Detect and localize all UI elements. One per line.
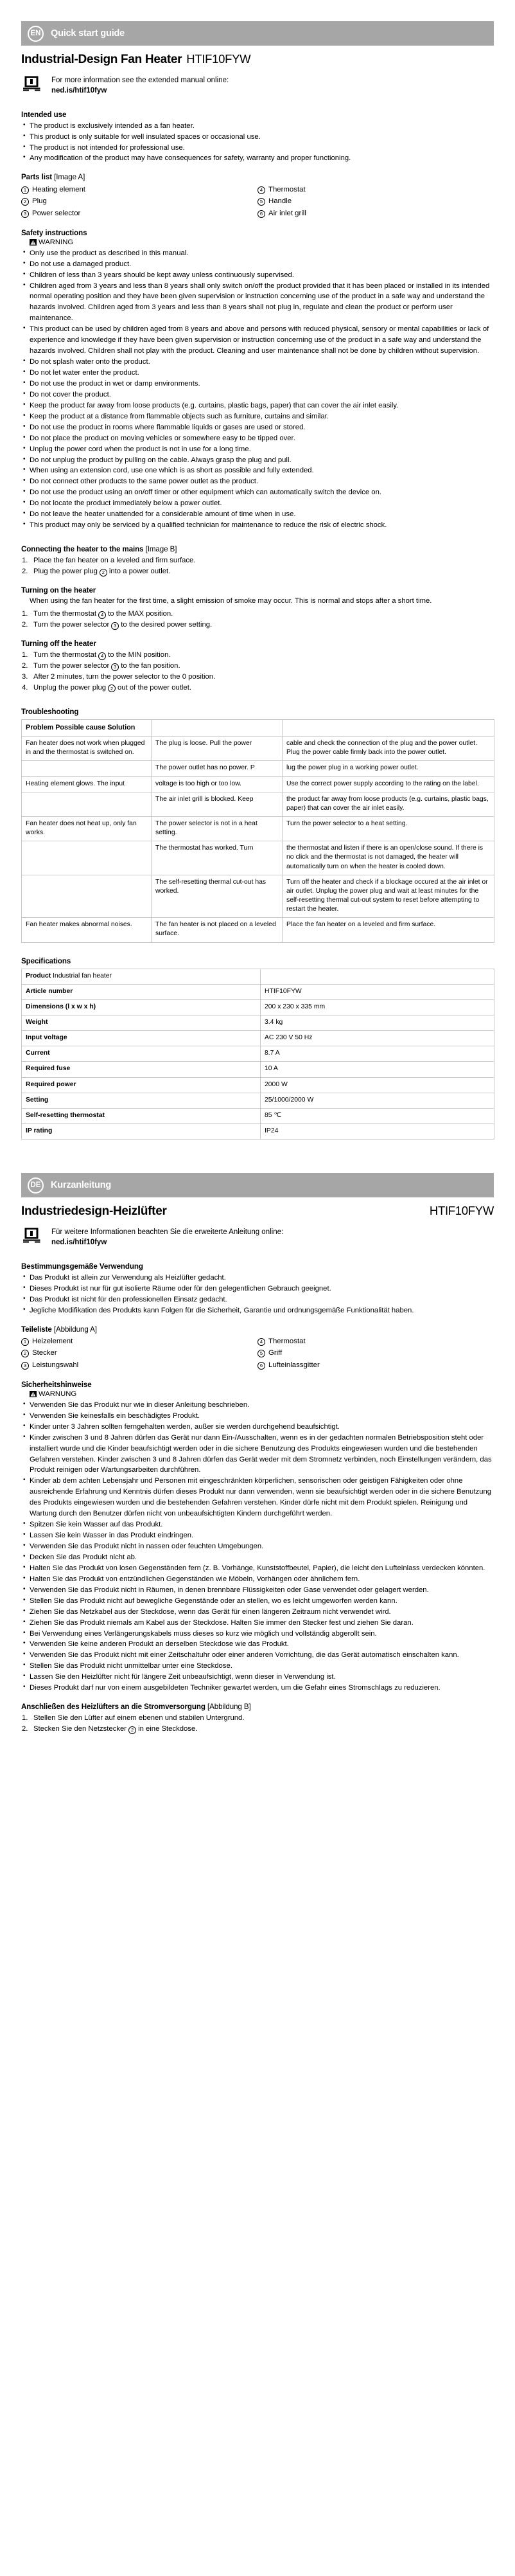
list-item: Place the fan heater on a leveled and firm surface. — [33, 557, 196, 565]
steps-connecting-en — [21, 555, 494, 577]
table-row — [22, 984, 494, 999]
problem-cell: Fan heater does not work when plugged in and the thermostat is switched on. — [22, 737, 152, 761]
heading-specifications-en: Specifications — [21, 956, 71, 965]
spec-label: Weight — [22, 1015, 261, 1031]
parts-list-grid-de — [21, 1336, 494, 1372]
list-item: • Do not let water enter the product. — [21, 368, 494, 379]
heading-connecting-mains-de — [21, 1703, 494, 1711]
language-banner-en — [21, 21, 494, 46]
problem-cell — [22, 875, 152, 918]
part-number-icon: 4 — [258, 186, 265, 194]
table-row — [22, 1108, 494, 1123]
heading-intended-use-de: Bestimmungsgemäße Verwendung — [21, 1262, 143, 1271]
cause-cell: The self-resetting thermal cut-out has worked. — [152, 875, 283, 918]
list-item: • This product may only be serviced by a qualified technician for maintenance to reduce the risk of electric shock. — [21, 520, 494, 531]
spec-value: IP24 — [261, 1124, 494, 1140]
warning-triangle-icon — [30, 239, 37, 246]
warning-label-en: WARNING — [39, 238, 74, 246]
parts-list-grid-en — [21, 184, 494, 219]
part-label: Plug — [32, 197, 47, 206]
list-item — [21, 683, 494, 693]
list-item: • Do not use the product in wet or damp environments. — [21, 379, 494, 389]
list-safety-en — [21, 248, 494, 531]
part-label: Air inlet grill — [268, 209, 306, 217]
list-item: • Kinder ab dem achten Lebensjahr und Personen mit eingeschränkten körperlichen, sensorischen oder geistigen Fähigkeiten oder ohne ausreichende Erfahrung und Kenntnis dürfen dieses Produkt nur dann verwenden, wenn sie beaufsichtigt werden oder in die sichere Benutzung des Produkts eingewiesen wurden und die bestehenden Gefahren verstehen. Kinder dürfe nicht mit dem Produkt spielen. Reinigung und Wartung durch den Benutzer dürfen nicht von unbeaufsichtigten Kindern durchgeführt werden. — [21, 1476, 494, 1519]
spec-label: Input voltage — [22, 1031, 261, 1046]
list-item: • Bei Verwendung eines Verlängerungskabels muss dieses so kurz wie möglich und vollständig abgerollt sein. — [21, 1629, 494, 1640]
cause-cell: The power outlet has no power. P — [152, 761, 283, 776]
spec-label: Required fuse — [22, 1062, 261, 1077]
table-row — [22, 792, 494, 816]
part-item-4-de — [258, 1336, 494, 1348]
part-label: Stecker — [32, 1349, 57, 1357]
troubleshooting-table-en — [21, 719, 494, 943]
list-item: • Lassen Sie den Heizlüfter nicht für längere Zeit unbeaufsichtigt, wenn dieser in Verwendung ist. — [21, 1672, 494, 1683]
part-number-icon: 2 — [108, 684, 116, 692]
list-item: • Verwenden Sie das Produkt nicht in nassen oder feuchten Umgebungen. — [21, 1541, 494, 1552]
heading-troubleshooting-en: Troubleshooting — [21, 707, 79, 716]
table-row — [22, 918, 494, 942]
list-item: • Any modification of the product may have consequences for safety, warranty and proper functioning. — [21, 153, 494, 164]
guide-type-title-en: Quick start guide — [51, 28, 125, 39]
table-row — [22, 1062, 494, 1077]
part-item-5-de — [258, 1348, 494, 1359]
product-name-de: Industriedesign-Heizlüfter — [21, 1204, 167, 1219]
warning-banner-en — [30, 238, 494, 246]
spec-label: Dimensions (l x w x h) — [22, 999, 261, 1015]
manual-page — [0, 21, 515, 1744]
list-item: • Decken Sie das Produkt nicht ab. — [21, 1552, 494, 1563]
list-item: After 2 minutes, turn the power selector to the 0 position. — [33, 672, 216, 681]
step-text-pre: Plug the power plug — [33, 568, 98, 576]
part-label: Heating element — [32, 185, 85, 193]
list-safety-de — [21, 1400, 494, 1694]
spec-value: 8.7 A — [261, 1046, 494, 1062]
specifications-table-en — [21, 969, 494, 1140]
part-item-1-de — [21, 1336, 258, 1348]
part-label: Thermostat — [268, 185, 306, 193]
manual-line-de: Für weitere Informationen beachten Sie die erweiterte Anleitung online: — [51, 1228, 284, 1237]
solution-cell: Use the correct power supply according to the rating on the label. — [283, 776, 494, 792]
list-item: • Verwenden Sie das Produkt nicht mit einer Zeitschaltuhr oder einer anderen Vorrichtung, die das Gerät automatisch einschalten kann. — [21, 1650, 494, 1661]
table-row — [22, 1124, 494, 1140]
part-number-icon: 6 — [258, 210, 265, 218]
list-item: • Kinder zwischen 3 und 8 Jahren dürfen das Gerät nur dann Ein-/Ausschalten, wenn es in der gedachten normalen Betriebsposition steht oder installiert wurde und die Kinder beaufsichtigt werden oder in die sichere Benutzung des Produkts eingewiesen wurden und die bestehenden Gefahren verstehen. Kinder zwischen 3 und 8 Jahren dürfen das Gerät weder mit dem Stromnetz verbinden, noch Einstellungen verändern, das Produkt reinigen oder Wartungsarbeiten durchführen. — [21, 1433, 494, 1476]
list-item: • Dieses Produkt ist nur für gut isolierte Räume oder für den gelegentlichen Gebrauch geeignet. — [21, 1284, 494, 1294]
list-item: • Verwenden Sie das Produkt nicht in Räumen, in denen brennbare Flüssigkeiten oder Gase verwendet oder gelagert werden. — [21, 1585, 494, 1596]
table-row — [22, 776, 494, 792]
spec-value: 200 x 230 x 335 mm — [261, 999, 494, 1015]
heading-turning-on-en: Turning on the heater — [21, 586, 96, 595]
warning-label-de: WARNUNG — [39, 1390, 77, 1398]
online-manual-block-en — [23, 75, 494, 96]
list-item: • Do not cover the product. — [21, 389, 494, 400]
steps-turning-off-en — [21, 650, 494, 693]
list-item: • Do not locate the product immediately below a power outlet. — [21, 498, 494, 509]
list-item: • The product is exclusively intended as a fan heater. — [21, 121, 494, 132]
manual-url-de[interactable]: ned.is/htif10fyw — [51, 1239, 107, 1247]
part-label: Thermostat — [268, 1337, 306, 1346]
heading-parts-list-en — [21, 173, 494, 181]
solution-cell: the thermostat and listen if there is an open/close sound. If there is no click and the thermostat is not damaged, the heater will automatically turn on when the heater is cooled down. — [283, 841, 494, 875]
step-text-post: to the MAX position. — [108, 609, 173, 618]
parts-list-label-en: Parts list — [21, 173, 52, 182]
list-item: • Das Produkt ist nicht für den professionellen Einsatz gedacht. — [21, 1294, 494, 1305]
part-number-icon: 2 — [100, 569, 107, 577]
warning-triangle-icon — [30, 1391, 37, 1397]
step-text-pre: Turn the thermostat — [33, 650, 97, 659]
list-item: • Dieses Produkt darf nur von einem ausgebildeten Techniker gewartet werden, um die Gefahr eines Stromschlags zu reduzieren. — [21, 1683, 494, 1694]
spec-value: 25/1000/2000 W — [261, 1093, 494, 1108]
list-item: • Do not use the product in rooms where flammable liquids or gases are used or stored. — [21, 422, 494, 433]
spec-value: 85 ℃ — [261, 1108, 494, 1123]
problem-cell — [22, 761, 152, 776]
language-code-en: EN — [28, 26, 44, 42]
part-number-icon: 1 — [21, 1338, 29, 1346]
problem-cell: Fan heater makes abnormal noises. — [22, 918, 152, 942]
list-item: • Keep the product at a distance from flammable objects such as furniture, curtains and similar. — [21, 411, 494, 422]
list-item: • Only use the product as described in this manual. — [21, 248, 494, 259]
part-item-3-en — [21, 208, 258, 219]
turning-on-note-en: When using the fan heater for the first time, a slight emission of smoke may occur. This is normal and stops after a short time. — [30, 596, 432, 605]
part-item-4-en — [258, 184, 494, 195]
connecting-label-en: Connecting the heater to the mains — [21, 545, 144, 554]
list-intended-use-en — [21, 121, 494, 165]
table-row — [22, 1031, 494, 1046]
spec-value: HTIF10FYW — [261, 984, 494, 999]
step-text-post: in eine Steckdose. — [138, 1725, 198, 1733]
step-text-pre: Stecken Sie den Netzstecker — [33, 1725, 127, 1733]
problem-cell — [22, 841, 152, 875]
problem-cell: Fan heater does not heat up, only fan works. — [22, 817, 152, 841]
table-row — [22, 841, 494, 875]
step-text-pre: Turn the power selector — [33, 620, 110, 629]
list-item: • Do not unplug the product by pulling on the cable. Always grasp the plug and pull. — [21, 455, 494, 466]
laptop-manual-icon — [23, 1228, 40, 1243]
spec-label — [22, 969, 261, 984]
cause-cell: The air inlet grill is blocked. Keep — [152, 792, 283, 816]
list-item: • Do not place the product on moving vehicles or somewhere easy to be tipped over. — [21, 433, 494, 444]
table-header-cell: Problem Possible cause Solution — [22, 719, 152, 737]
list-item: • Children aged from 3 years and less than 8 years shall only switch on/off the product provided that it has been placed or installed in its intended normal operating position and they have been given supervision or instruction concerning use of the product in a safe way and understand the hazards involved. Children aged from 3 years and less than 8 years shall not plug in, regulate and clean the product or perform user maintenance. — [21, 281, 494, 325]
solution-cell: Place the fan heater on a leveled and firm surface. — [283, 918, 494, 942]
cause-cell: voltage is too high or too low. — [152, 776, 283, 792]
list-item: • Stellen Sie das Produkt nicht auf bewegliche Gegenstände oder an stellen, wo es leicht umgeworfen werden kann. — [21, 1596, 494, 1607]
table-row — [22, 1077, 494, 1093]
spec-value: 3.4 kg — [261, 1015, 494, 1031]
part-number-icon: 4 — [98, 611, 106, 619]
list-item: • This product is only suitable for well insulated spaces or occasional use. — [21, 132, 494, 143]
connecting-image-ref-de: [Abbildung B] — [207, 1703, 251, 1712]
page-title-en — [21, 52, 494, 67]
cause-cell: The thermostat has worked. Turn — [152, 841, 283, 875]
table-row — [22, 1015, 494, 1031]
manual-url-en[interactable]: ned.is/htif10fyw — [51, 87, 107, 95]
table-row — [22, 969, 494, 984]
list-item — [21, 661, 494, 672]
part-number-icon: 4 — [258, 1338, 265, 1346]
steps-connecting-de — [21, 1713, 494, 1735]
product-model-de: HTIF10FYW — [429, 1204, 494, 1218]
table-row — [22, 737, 494, 761]
warning-banner-de — [30, 1390, 494, 1398]
step-text-pre: Turn the power selector — [33, 661, 110, 670]
spec-value: AC 230 V 50 Hz — [261, 1031, 494, 1046]
spec-label: IP rating — [22, 1124, 261, 1140]
part-number-icon: 2 — [21, 1350, 29, 1357]
product-model-en: HTIF10FYW — [186, 52, 251, 66]
list-item: • The product is not intended for professional use. — [21, 143, 494, 154]
step-text-post: out of the power outlet. — [118, 683, 191, 692]
part-number-icon: 5 — [258, 1350, 265, 1357]
list-item: • Do not leave the heater unattended for a considerable amount of time when in use. — [21, 509, 494, 520]
heading-connecting-mains-en — [21, 545, 494, 553]
part-number-icon: 3 — [21, 210, 29, 218]
list-item: • Do not use the product using an on/off timer or other equipment which can automatically switch the device on. — [21, 487, 494, 498]
parts-list-image-ref-en: [Image A] — [54, 173, 85, 182]
list-item: • Ziehen Sie das Netzkabel aus der Steckdose, wenn das Gerät für einen längeren Zeitraum nicht verwendet wird. — [21, 1607, 494, 1618]
problem-cell: Heating element glows. The input — [22, 776, 152, 792]
parts-list-label-de: Teileliste — [21, 1325, 52, 1334]
list-item: • Ziehen Sie das Produkt niemals am Kabel aus der Steckdose. Halten Sie immer den Stecker fest und ziehen Sie daran. — [21, 1618, 494, 1629]
part-item-6-en — [258, 208, 494, 219]
table-row — [22, 999, 494, 1015]
spec-label: Article number — [22, 984, 261, 999]
spec-label-extra: Industrial fan heater — [53, 972, 112, 979]
table-row — [22, 761, 494, 776]
part-item-6-de — [258, 1359, 494, 1371]
list-item: Stellen Sie den Lüfter auf einem ebenen und stabilen Untergrund. — [33, 1714, 245, 1722]
list-item: • Spitzen Sie kein Wasser auf das Produkt. — [21, 1519, 494, 1530]
list-item: • Children of less than 3 years should be kept away unless continuously supervised. — [21, 270, 494, 281]
spec-value — [261, 969, 494, 984]
spec-label: Current — [22, 1046, 261, 1062]
part-number-icon: 3 — [21, 1362, 29, 1370]
heading-intended-use-en: Intended use — [21, 110, 67, 119]
table-row — [22, 875, 494, 918]
language-banner-de — [21, 1173, 494, 1197]
list-item: • Halten Sie das Produkt von losen Gegenständen fern (z. B. Vorhänge, Kunststoffbeutel, Papier), die leicht den Lufteinlass verdecken könnten. — [21, 1563, 494, 1574]
manual-line-en: For more information see the extended manual online: — [51, 76, 229, 84]
part-number-icon: 1 — [21, 186, 29, 194]
part-item-1-en — [21, 184, 258, 195]
page-title-de — [21, 1204, 494, 1219]
part-label: Griff — [268, 1349, 283, 1357]
product-name-en: Industrial-Design Fan Heater — [21, 53, 182, 66]
list-item: • Lassen Sie kein Wasser in das Produkt eindringen. — [21, 1530, 494, 1541]
list-item: • Keep the product far away from loose products (e.g. curtains, plastic bags, paper) that can cover the air inlet easily. — [21, 400, 494, 411]
step-text-post: into a power outlet. — [109, 568, 171, 576]
spec-label: Self-resetting thermostat — [22, 1108, 261, 1123]
part-number-icon: 2 — [128, 1726, 136, 1734]
list-item: • Verwenden Sie keinesfalls ein beschädigtes Produkt. — [21, 1411, 494, 1422]
list-item: • This product can be used by children aged from 8 years and above and persons with reduced physical, sensory or mental capabilities or lack of experience and knowledge if they have been given supervision or instruction concerning use of the product in a safe way and understand the hazards involved. Children shall not play with the product. Cleaning and user maintenance shall not be done by children without supervision. — [21, 324, 494, 357]
list-item — [21, 620, 494, 631]
list-item — [21, 609, 494, 620]
part-label: Handle — [268, 197, 292, 206]
spec-value: 2000 W — [261, 1077, 494, 1093]
cause-cell: The fan heater is not placed on a leveled surface. — [152, 918, 283, 942]
online-manual-text-en — [51, 75, 229, 96]
part-number-icon: 5 — [258, 198, 265, 206]
table-header-cell — [152, 719, 283, 737]
connecting-label-de: Anschließen des Heizlüfters an die Stromversorgung — [21, 1703, 205, 1712]
part-number-icon: 3 — [111, 663, 119, 671]
list-item: • Verwenden Sie keine anderen Produkt an derselben Steckdose wie das Produkt. — [21, 1639, 494, 1650]
cause-cell: The power selector is not in a heat setting. — [152, 817, 283, 841]
table-header-row — [22, 719, 494, 737]
online-manual-text-de — [51, 1227, 283, 1248]
solution-cell: lug the power plug in a working power outlet. — [283, 761, 494, 776]
steps-turning-on-en — [21, 609, 494, 631]
part-label: Power selector — [32, 209, 81, 217]
part-number-icon: 3 — [111, 622, 119, 630]
table-row — [22, 1046, 494, 1062]
part-label: Heizelement — [32, 1337, 73, 1346]
part-item-5-en — [258, 196, 494, 208]
step-text-post: to the MIN position. — [108, 650, 171, 659]
list-item: • Jegliche Modifikation des Produkts kann Folgen für die Sicherheit, Garantie und ordnungsgemäße Funktionalität haben. — [21, 1305, 494, 1316]
connecting-image-ref-en: [Image B] — [145, 545, 177, 554]
online-manual-block-de — [23, 1227, 494, 1248]
part-label: Leistungswahl — [32, 1361, 79, 1369]
part-number-icon: 2 — [21, 198, 29, 206]
list-item — [21, 1724, 494, 1735]
step-text-post: to the desired power setting. — [121, 620, 213, 629]
list-item — [21, 566, 494, 577]
part-number-icon: 6 — [258, 1362, 265, 1370]
heading-turning-off-en: Turning off the heater — [21, 639, 96, 648]
heading-safety-instructions-en: Safety instructions — [21, 228, 87, 237]
list-item: • Do not connect other products to the same power outlet as the product. — [21, 476, 494, 487]
part-number-icon: 4 — [98, 652, 106, 660]
solution-cell: the product far away from loose products (e.g. curtains, plastic bags, paper) that can cover the air inlet easily. — [283, 792, 494, 816]
list-item: • Das Produkt ist allein zur Verwendung als Heizlüfter gedacht. — [21, 1273, 494, 1284]
heading-safety-instructions-de: Sicherheitshinweise — [21, 1380, 92, 1389]
list-item: • Halten Sie das Produkt von entzündlichen Gegenständen wie Möbeln, Vorhängen oder ähnlichem fern. — [21, 1574, 494, 1585]
list-item: • Stellen Sie das Produkt nicht unmittelbar unter eine Steckdose. — [21, 1661, 494, 1672]
list-item: • Verwenden Sie das Produkt nur wie in dieser Anleitung beschrieben. — [21, 1400, 494, 1411]
spec-label: Required power — [22, 1077, 261, 1093]
part-label: Lufteinlassgitter — [268, 1361, 320, 1369]
cause-cell: The plug is loose. Pull the power — [152, 737, 283, 761]
step-text-post: to the fan position. — [121, 661, 180, 670]
parts-list-image-ref-de: [Abbildung A] — [53, 1325, 97, 1334]
guide-type-title-de: Kurzanleitung — [51, 1180, 112, 1191]
list-intended-use-de — [21, 1273, 494, 1316]
solution-cell: Turn off the heater and check if a blockage occured at the air inlet or air outlet. Unplug the power plug and wait at least minutes for the self-resetting thermal cut-out system to reset before attempting to restart the heater. — [283, 875, 494, 918]
spec-label-text: Product — [26, 972, 51, 979]
list-item: • Unplug the power cord when the product is not in use for a long time. — [21, 444, 494, 455]
table-row — [22, 817, 494, 841]
problem-cell — [22, 792, 152, 816]
list-item — [21, 650, 494, 661]
solution-cell: cable and check the connection of the plug and the power outlet. Plug the power cable firmly back into the power outlet. — [283, 737, 494, 761]
step-text-pre: Turn the thermostat — [33, 609, 97, 618]
solution-cell: Turn the power selector to a heat setting. — [283, 817, 494, 841]
language-code-de: DE — [28, 1177, 44, 1194]
list-item: • Kinder unter 3 Jahren sollten ferngehalten werden, außer sie werden durchgehend beaufsichtigt. — [21, 1422, 494, 1433]
part-item-3-de — [21, 1359, 258, 1371]
spec-value: 10 A — [261, 1062, 494, 1077]
step-text-pre: Unplug the power plug — [33, 683, 107, 692]
laptop-manual-icon — [23, 76, 40, 91]
heading-parts-list-de — [21, 1325, 494, 1334]
spec-label: Setting — [22, 1093, 261, 1108]
part-item-2-de — [21, 1348, 258, 1359]
list-item: • Do not use a damaged product. — [21, 259, 494, 270]
list-item: • Do not splash water onto the product. — [21, 357, 494, 368]
part-item-2-en — [21, 196, 258, 208]
table-header-cell — [283, 719, 494, 737]
table-row — [22, 1093, 494, 1108]
list-item: • When using an extension cord, use one which is as short as possible and fully extended. — [21, 465, 494, 476]
